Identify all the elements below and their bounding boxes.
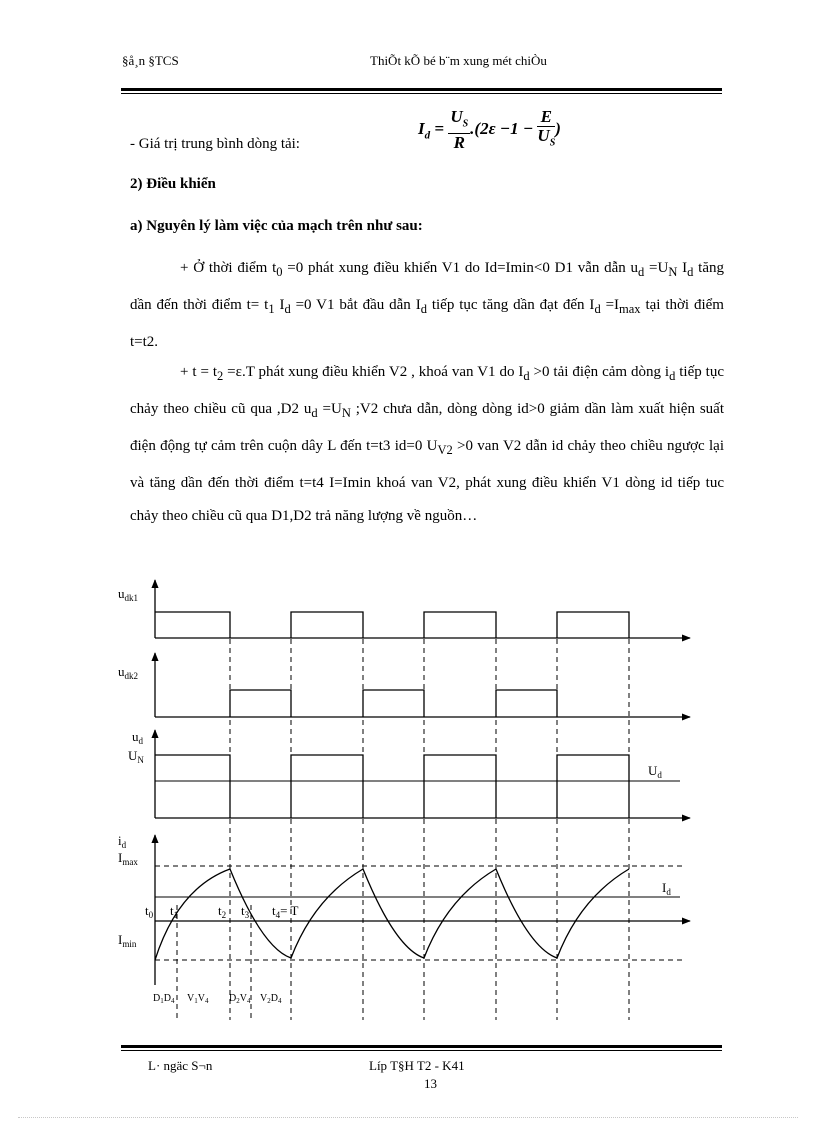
label-un: $U_N$	[128, 748, 144, 765]
footer-rule-thick	[121, 1045, 722, 1048]
label-udk2: $u_{dk2}$	[118, 664, 138, 681]
section-heading: 2) Điều khiển	[130, 176, 216, 192]
dashed-guides	[155, 612, 685, 1020]
page-number: 13	[424, 1076, 437, 1091]
formula-label: - Giá trị trung bình dòng tải:	[130, 136, 300, 152]
footer-author: L· ngäc S¬n	[148, 1058, 213, 1073]
udk2-waveform	[230, 690, 557, 717]
label-ud-average: $U_d$	[648, 763, 662, 780]
label-id-average: $I_d$	[662, 880, 671, 897]
label-t3: $t_3$	[241, 903, 250, 920]
label-imax: $I_{max}$	[118, 850, 138, 867]
footer-rule-thin	[121, 1050, 722, 1051]
header-rule-thick	[121, 88, 722, 91]
label-imin: $I_{min}$	[118, 932, 137, 949]
section-subheading: a) Nguyên lý làm việc của mạch trên như sau:	[130, 218, 423, 234]
label-conduction-d2v4: $D_2V_4$	[229, 993, 251, 1005]
label-id: $i_d$	[118, 833, 127, 850]
header-rule-thin	[121, 93, 722, 94]
timing-diagram	[0, 570, 816, 1040]
label-t2: $t_2$	[218, 903, 227, 920]
label-ud: $u_d$	[132, 729, 143, 746]
label-conduction-v1v4: $V_1V_4$	[187, 993, 209, 1005]
label-t0: $t_0$	[145, 903, 154, 920]
header-left: §å¸n §TCS	[122, 53, 179, 68]
footer-class: Líp T§H T2 - K41	[369, 1058, 465, 1073]
label-conduction-v2d4: $V_2D_4$	[260, 993, 282, 1005]
ud-waveform	[155, 755, 629, 818]
label-udk1: $u_{dk1}$	[118, 586, 138, 603]
paragraph-1: + Ở thời điểm $t_0 =0$ phát xung điều khiển V1 do Id=Imin<0 D1 vẫn dẫn $u_d =U_N$ $I_d$ tăng dần đến thời điểm $t= t_1$ $I_d =0$ V1 bắt đầu dẫn $I_d$ tiếp tục tăng dần đạt đến $I_d =I_{max}$ tại thời điểm t=t2.	[130, 260, 724, 350]
header-right: ThiÕt kÕ bé b¨m xung mét chiÒu	[370, 53, 547, 68]
average-current-formula: $I_d$ = $\frac{U_S}{R}$ .(2ε −1 − $\frac{E}{U_S}$ )	[418, 107, 561, 153]
axes	[155, 580, 690, 985]
label-t1: $t_1$	[170, 903, 179, 920]
udk1-waveform	[155, 612, 629, 638]
paragraph-2: + $t = t_2 =\varepsilon.T$ phát xung điều khiển V2 , khoá van V1 do $I_d >0$ tải điện cảm dòng $i_d$ tiếp tục chảy theo chiều cũ qua ,D2 $u_d =U_N$ ;V2 chưa dẫn, dòng dòng id>0 giảm dần làm xuất hiện suất điện động tự cảm trên cuộn dây L đến t=t3 id=0 $U_{V2} >0$ van V2 dẫn id chảy theo chiều ngược lại và tăng dần đến thời điểm t=t4 I=Imin khoá van V2, phát xung điều khiển V1 dòng id tiếp tuc chảy theo chiều cũ qua D1,D2 trả năng lượng về nguồn…	[130, 364, 725, 524]
label-conduction-d1d4: $D_1D_4$	[153, 993, 175, 1005]
page-bottom-dotted-border	[18, 1117, 798, 1118]
label-t4: $t_4= T$	[272, 903, 299, 920]
